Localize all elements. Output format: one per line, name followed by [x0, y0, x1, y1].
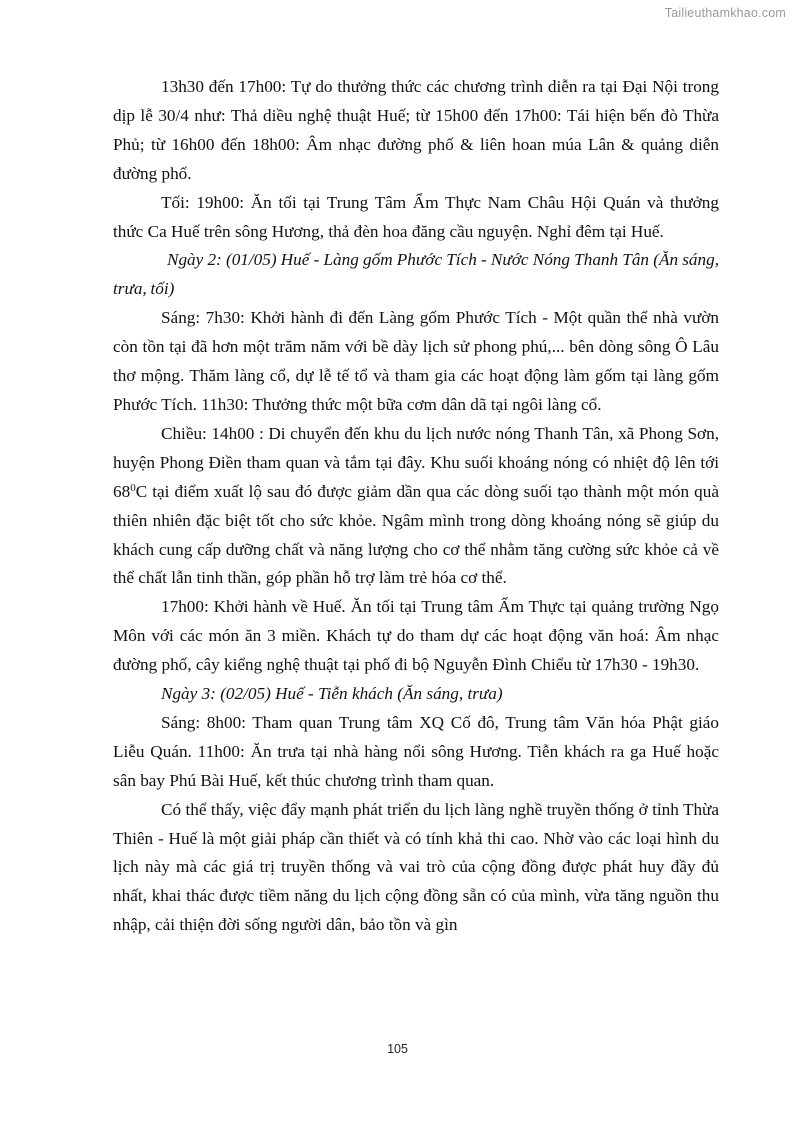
- paragraph-day2-afternoon: [113, 420, 719, 593]
- paragraph-day2-afternoon-text: Chiều: 14h00 : Di chuyển đến khu du lịch nước nóng Thanh Tân, xã Phong Sơn, huyện Phong Điền tham quan và tắm tại đây. Khu suối khoáng nóng có nhiệt độ lên tới 68: [113, 423, 719, 501]
- paragraph-day2-evening: 17h00: Khởi hành về Huế. Ăn tối tại Trung tâm Ẩm Thực tại quảng trường Ngọ Môn với các món ăn 3 miền. Khách tự do tham dự các hoạt động văn hoá: Âm nhạc đường phố, cây kiểng nghệ thuật tại phố đi bộ Nguyễn Đình Chiểu từ 17h30 - 19h30.: [113, 597, 719, 675]
- paragraph-day2-afternoon-text-cont: C tại điểm xuất lộ sau đó được giảm dần qua các dòng suối tạo thành một món quà thiên nhiên đặc biệt tốt cho sức khỏe. Ngâm mình trong dòng khoáng nóng sẽ giúp du khách cung cấp dưỡng chất và năng lượng cho cơ thể nhằm tăng cường sức khỏe cả về thể chất lẫn tinh thần, góp phần hỗ trợ làm trẻ hóa cơ thể.: [113, 481, 719, 588]
- day3-heading: Ngày 3: (02/05) Huế - Tiễn khách (Ăn sáng, trưa): [161, 684, 503, 704]
- document-body: [113, 73, 719, 940]
- page-number: 105: [387, 1042, 408, 1056]
- day2-heading: Ngày 2: (01/05) Huế - Làng gốm Phước Tích - Nước Nóng Thanh Tân (Ăn sáng, trưa, tối): [113, 250, 719, 299]
- degree-superscript: 0: [130, 481, 136, 494]
- paragraph-day1-evening: Tối: 19h00: Ăn tối tại Trung Tâm Ẩm Thực Nam Châu Hội Quán và thưởng thức Ca Huế trên sông Hương, thả đèn hoa đăng cầu nguyện. Nghỉ đêm tại Huế.: [113, 192, 719, 241]
- watermark: Tailieuthamkhao.com: [664, 6, 786, 20]
- paragraph-day1-afternoon: 13h30 đến 17h00: Tự do thưởng thức các chương trình diễn ra tại Đại Nội trong dịp lễ 30/4 như: Thả diều nghệ thuật Huế; từ 15h00 đến 17h00: Tái hiện bến đò Thừa Phủ; từ 16h00 đến 18h00: Âm nhạc đường phố & liên hoan múa Lân & quảng diễn đường phố.: [113, 77, 719, 183]
- paragraph-day3-morning: Sáng: 8h00: Tham quan Trung tâm XQ Cố đô, Trung tâm Văn hóa Phật giáo Liễu Quán. 11h00: Ăn trưa tại nhà hàng nổi sông Hương. Tiễn khách ra ga Huế hoặc sân bay Phú Bài Huế, kết thúc chương trình tham quan.: [113, 712, 719, 790]
- paragraph-day2-morning: Sáng: 7h30: Khởi hành đi đến Làng gốm Phước Tích - Một quần thể nhà vườn còn tồn tại đã hơn một trăm năm với bề dày lịch sử phong phú,... bên dòng sông Ô Lâu thơ mộng. Thăm làng cổ, dự lễ tế tổ và tham gia các hoạt động làm gốm tại làng gốm Phước Tích. 11h30: Thưởng thức một bữa cơm dân dã tại ngôi làng cổ.: [113, 308, 719, 414]
- paragraph-conclusion: Có thể thấy, việc đẩy mạnh phát triển du lịch làng nghề truyền thống ở tỉnh Thừa Thiên - Huế là một giải pháp cần thiết và có tính khả thi cao. Nhờ vào các loại hình du lịch này mà các giá trị truyền thống và vai trò của cộng đồng được phát huy đầy đủ nhất, khai thác được tiềm năng du lịch cộng đồng sẵn có của mình, vừa tăng nguồn thu nhập, cải thiện đời sống người dân, bảo tồn và gìn: [113, 799, 719, 935]
